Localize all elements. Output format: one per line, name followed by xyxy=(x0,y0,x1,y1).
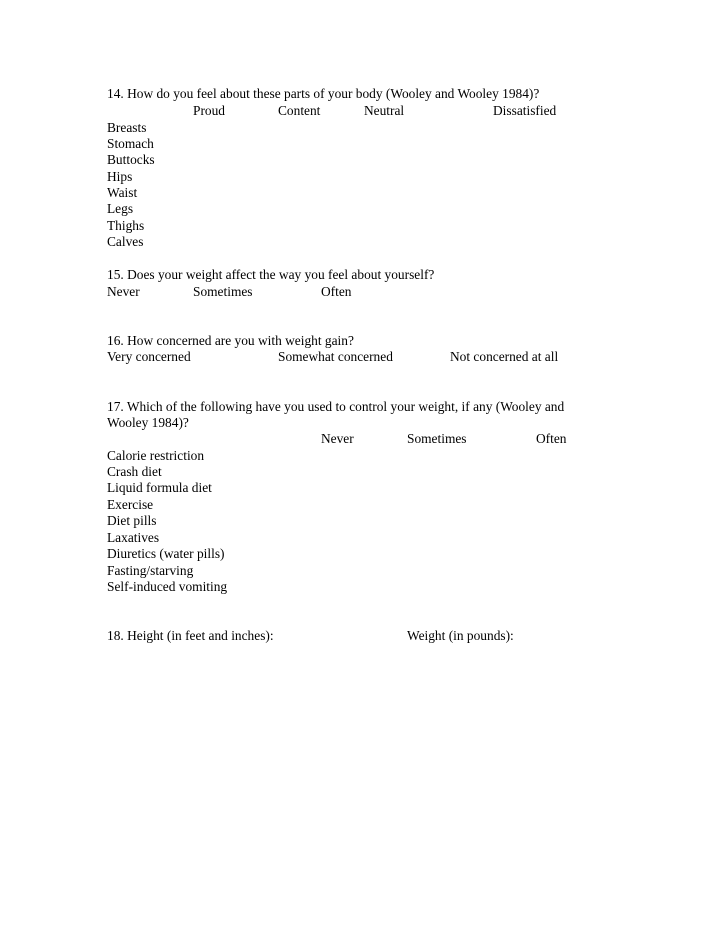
q14-row-legs: Legs xyxy=(107,201,134,216)
q17-row-exercise: Exercise xyxy=(107,497,154,512)
q17-row-fasting-starving: Fasting/starving xyxy=(107,563,194,578)
q17-question-line1: 17. Which of the following have you used to control your weight, if any (Wooley and xyxy=(107,399,565,414)
q17-row-diuretics: Diuretics (water pills) xyxy=(107,546,225,561)
q14-col-proud: Proud xyxy=(193,103,225,118)
q14-col-content: Content xyxy=(278,103,321,118)
q17-row-liquid-formula-diet: Liquid formula diet xyxy=(107,480,212,495)
q14-row-buttocks: Buttocks xyxy=(107,152,155,167)
q15-option-often: Often xyxy=(321,284,352,299)
q14-row-breasts: Breasts xyxy=(107,120,147,135)
q15-option-never: Never xyxy=(107,284,140,299)
q18-weight-label: Weight (in pounds): xyxy=(407,628,514,643)
q16-option-somewhat-concerned: Somewhat concerned xyxy=(278,349,393,364)
q14-row-thighs: Thighs xyxy=(107,218,145,233)
q18-height-label: 18. Height (in feet and inches): xyxy=(107,628,274,643)
q14-row-waist: Waist xyxy=(107,185,138,200)
q16-option-very-concerned: Very concerned xyxy=(107,349,191,364)
q15-question: 15. Does your weight affect the way you feel about yourself? xyxy=(107,267,435,282)
q17-col-sometimes: Sometimes xyxy=(407,431,467,446)
q17-row-crash-diet: Crash diet xyxy=(107,464,162,479)
q14-row-stomach: Stomach xyxy=(107,136,154,151)
q14-question: 14. How do you feel about these parts of your body (Wooley and Wooley 1984)? xyxy=(107,86,540,101)
q17-row-laxatives: Laxatives xyxy=(107,530,160,545)
q14-row-hips: Hips xyxy=(107,169,133,184)
q14-col-dissatisfied: Dissatisfied xyxy=(493,103,557,118)
q14-col-neutral: Neutral xyxy=(364,103,405,118)
q17-question-line2: Wooley 1984)? xyxy=(107,415,189,430)
q17-row-self-induced-vomiting: Self-induced vomiting xyxy=(107,579,228,594)
q15-option-sometimes: Sometimes xyxy=(193,284,253,299)
q17-row-diet-pills: Diet pills xyxy=(107,513,157,528)
q16-option-not-concerned: Not concerned at all xyxy=(450,349,559,364)
q14-row-calves: Calves xyxy=(107,234,144,249)
q16-question: 16. How concerned are you with weight gain? xyxy=(107,333,354,348)
q17-col-never: Never xyxy=(321,431,354,446)
q17-row-calorie-restriction: Calorie restriction xyxy=(107,448,205,463)
q17-col-often: Often xyxy=(536,431,567,446)
